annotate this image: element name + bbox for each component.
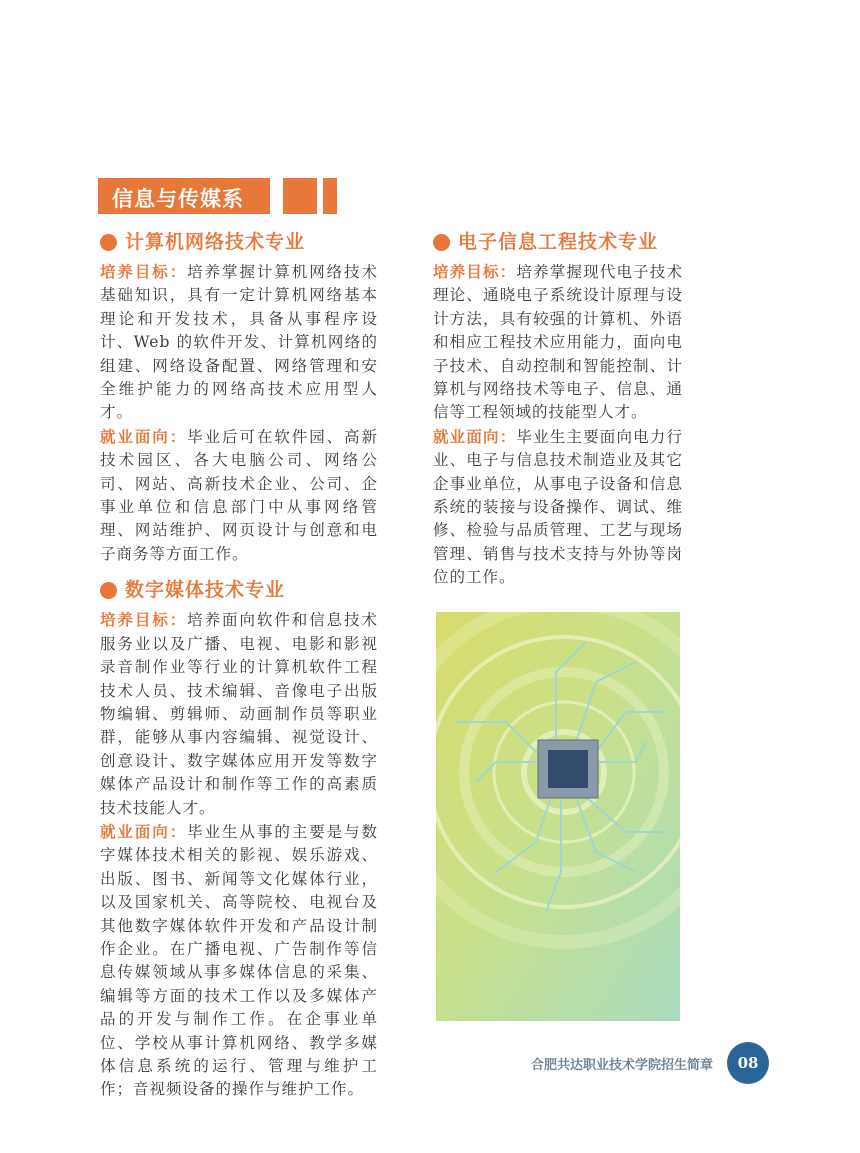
bullet-icon (100, 234, 117, 251)
major-heading (433, 230, 683, 254)
major-title: 计算机网络技术专业 (125, 231, 306, 253)
bullet-icon (100, 582, 117, 599)
goal-label: 培养目标： (100, 610, 188, 630)
job-label: 就业面向： (100, 821, 188, 841)
goal-text: 培养掌握计算机网络技术基础知识，具有一定计算机网络基本理论和开发技术，具备从事程序设计、Web 的软件开发、计算机网络的组建、网络设备配置、网络管理和安全维护能力的网络高技术应用型人才。 (100, 263, 378, 422)
major-job (100, 425, 378, 566)
circuit-chip-illustration (436, 612, 680, 1021)
goal-text: 培养面向软件和信息技术服务业以及广播、电视、电影和影视录音制作业等行业的计算机软件工程技术人员、技术编辑、音像电子出版物编辑、剪辑师、动画制作员等职业群，能够从事内容编辑、视觉设计、创意设计、数字媒体应用开发等数字媒体产品设计和制作等工作的高素质技术技能人才。 (100, 611, 378, 817)
job-label: 就业面向： (433, 426, 517, 446)
job-label: 就业面向： (100, 426, 188, 446)
footer-school-name: 合肥共达职业技术学院招生简章 (530, 1057, 713, 1073)
major-title: 电子信息工程技术专业 (458, 231, 659, 253)
page-number-badge: 08 (727, 1042, 769, 1084)
department-title: 信息与传媒系 (112, 186, 244, 211)
major-title: 数字媒体技术专业 (125, 579, 286, 602)
goal-label: 培养目标： (100, 262, 188, 281)
right-column (433, 230, 683, 1021)
major-heading (100, 230, 378, 254)
major-job (433, 425, 683, 590)
major-goal (100, 260, 378, 425)
goal-label: 培养目标： (433, 262, 517, 281)
job-text: 毕业生从事的主要是与数字媒体技术相关的影视、娱乐游戏、出版、图书、新闻等文化媒体行业，以及国家机关、高等院校、电视台及其他数字媒体软件开发和产品设计制作企业。在广播电视、广告制作等信息传媒领域从事多媒体信息的采集、编辑等方面的技术工作以及多媒体产品的开发与制作工作。在企事业单位、学校从事计算机网络、教学多媒体信息系统的运行、管理与维护工作；音视频设备的操作与维护工作。 (100, 822, 378, 1099)
goal-text: 培养掌握现代电子技术理论、通晓电子系统设计原理与设计方法，具有较强的计算机、外语和相应工程技术应用能力，面向电子技术、自动控制和智能控制、计算机与网络技术等电子、信息、通信等工程领域的技能型人才。 (433, 263, 683, 422)
job-text: 毕业生主要面向电力行业、电子与信息技术制造业及其它企事业单位，从事电子设备和信息系统的装接与设备操作、调试、维修、检验与品质管理、工艺与现场管理、销售与技术支持与外协等岗位的工作。 (433, 427, 683, 587)
left-column (100, 230, 378, 1102)
major-goal (100, 608, 378, 820)
bullet-icon (433, 234, 450, 251)
decor-square (323, 178, 337, 214)
job-text: 毕业后可在软件园、高新技术园区、各大电脑公司、网络公司、网站、高新技术企业、公司、企事业单位和信息部门中从事网络管理、网站维护、网页设计与创意和电子商务等方面工作。 (100, 427, 378, 563)
major-goal (433, 260, 683, 425)
footer (531, 1042, 769, 1084)
major-job (100, 820, 378, 1102)
major-heading (100, 578, 378, 602)
decor-square (283, 178, 317, 214)
